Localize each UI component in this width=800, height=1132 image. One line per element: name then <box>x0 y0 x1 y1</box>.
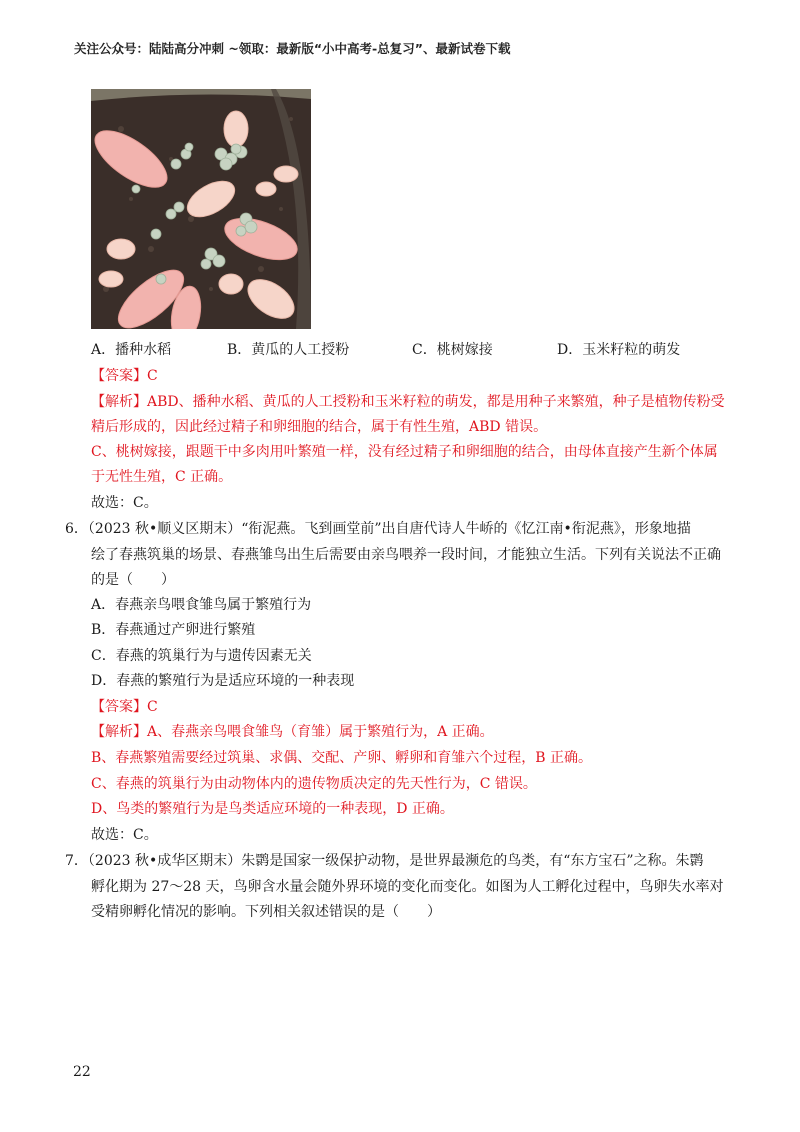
q5-option-a: A．播种水稻 <box>91 342 172 358</box>
page-header: 关注公众号：陆陆高分冲刺 ~领取：最新版“小中高考-总复习”、最新试卷下载 <box>74 41 511 56</box>
q6-stem-line-1: 6．（2023 秋•顺义区期末）“衔泥燕。飞到画堂前”出自唐代诗人牛峤的《忆江南•衔泥燕》，形象地描 <box>65 521 691 537</box>
q5-answer: 【答案】C <box>91 368 158 384</box>
q6-analysis-line-4: D、鸟类的繁殖行为是鸟类适应环境的一种表现，D 正确。 <box>91 801 454 817</box>
q5-conclusion: 故选：C。 <box>91 495 158 511</box>
q6-option-c: C．春燕的筑巢行为与遗传因素无关 <box>91 648 312 664</box>
page-number: 22 <box>73 1064 91 1080</box>
q5-options <box>91 339 731 361</box>
q5-analysis-line-4: 于无性生殖，C 正确。 <box>91 469 233 485</box>
q6-answer: 【答案】C <box>91 699 158 715</box>
q5-option-b: B．黄瓜的人工授粉 <box>227 342 350 358</box>
q6-option-b: B．春燕通过产卵进行繁殖 <box>91 622 256 638</box>
q5-option-d: D．玉米籽粒的萌发 <box>557 342 681 358</box>
q5-option-c: C．桃树嫁接 <box>412 342 493 358</box>
q6-option-a: A．春燕亲鸟喂食雏鸟属于繁殖行为 <box>91 597 312 613</box>
q7-stem-line-1: 7．（2023 秋•成华区期末）朱鹮是国家一级保护动物，是世界最濒危的鸟类，有“东方宝石”之称。朱鹮 <box>65 853 704 869</box>
q6-analysis-line-2: B、春燕繁殖需要经过筑巢、求偶、交配、产卵、孵卵和育雏六个过程，B 正确。 <box>91 750 593 766</box>
succulent-propagation-photo <box>91 89 311 329</box>
q5-analysis-line-3: C、桃树嫁接，跟题干中多肉用叶繁殖一样，没有经过精子和卵细胞的结合，由母体直接产生新个体属 <box>91 444 718 460</box>
q6-analysis-line-1: 【解析】A、春燕亲鸟喂食雏鸟（育雏）属于繁殖行为，A 正确。 <box>91 724 494 740</box>
q5-analysis-line-2: 精后形成的，因此经过精子和卵细胞的结合，属于有性生殖，ABD 错误。 <box>91 419 548 435</box>
q5-analysis-line-1: 【解析】ABD、播种水稻、黄瓜的人工授粉和玉米籽粒的萌发，都是用种子来繁殖，种子是植物传粉受 <box>91 394 725 410</box>
q7-stem-line-2: 孵化期为 27～28 天，鸟卵含水量会随外界环境的变化而变化。如图为人工孵化过程中，鸟卵失水率对 <box>91 879 724 895</box>
q6-stem-line-3: 的是（ ） <box>91 572 175 588</box>
q7-stem-line-3: 受精卵孵化情况的影响。下列相关叙述错误的是（ ） <box>91 904 441 920</box>
q6-option-d: D．春燕的繁殖行为是适应环境的一种表现 <box>91 673 355 689</box>
q6-analysis-line-3: C、春燕的筑巢行为由动物体内的遗传物质决定的先天性行为，C 错误。 <box>91 776 537 792</box>
q6-conclusion: 故选：C。 <box>91 827 158 843</box>
q6-stem-line-2: 绘了春燕筑巢的场景、春燕雏鸟出生后需要由亲鸟喂养一段时间，才能独立生活。下列有关说法不正确 <box>91 547 721 563</box>
